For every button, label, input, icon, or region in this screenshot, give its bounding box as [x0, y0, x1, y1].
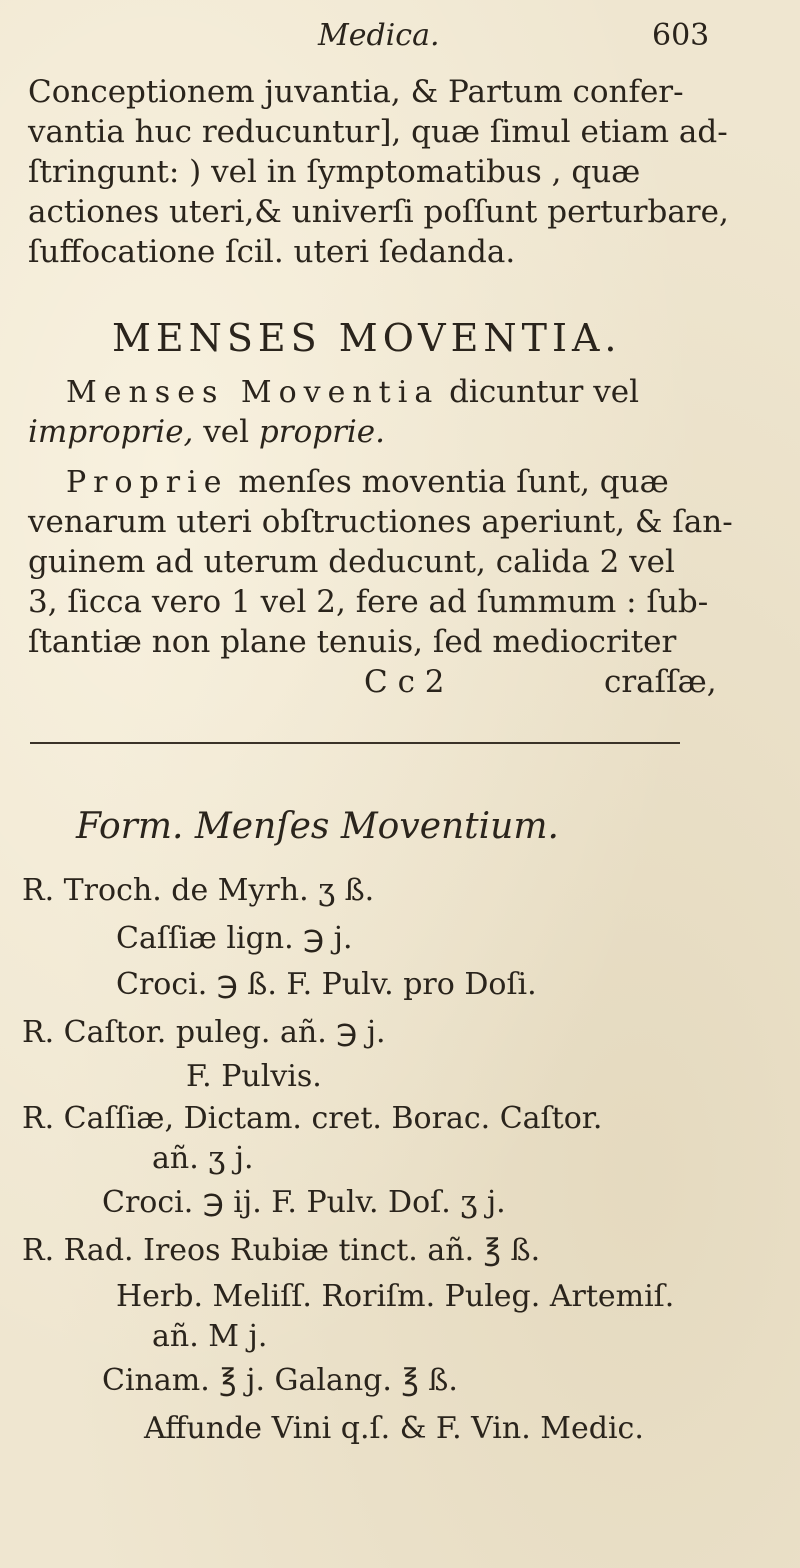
paragraph-1-italic-a: improprie,	[28, 414, 194, 450]
running-title: Medica.	[318, 18, 440, 53]
paragraph-1-mid: vel	[193, 414, 259, 450]
form-title: Form. Menſes Moventium.	[76, 806, 559, 847]
recipe-line-3: Croci. ℈ ß. F. Pulv. pro Doſi.	[116, 967, 537, 1002]
recipe-line-12: Cinam. ℥ j. Galang. ℥ ß.	[102, 1363, 458, 1398]
paragraph-2-line-4: 3, ſicca vero 1 vel 2, fere ad ſummum : ſub-	[28, 584, 709, 620]
paragraph-2-line-2: venarum uteri obſtructiones aperiunt, & ſan-	[28, 504, 733, 540]
paragraph-2-line-3: guinem ad uterum deducunt, calida 2 vel	[28, 544, 675, 580]
recipe-line-7: añ. ʒ j.	[152, 1141, 254, 1176]
recipe-line-11: añ. M j.	[152, 1319, 268, 1354]
paragraph-2-line-1	[66, 462, 669, 503]
recipe-line-1: R. Troch. de Myrh. ʒ ß.	[22, 873, 375, 908]
page-number: 603	[652, 18, 710, 53]
paragraph-1-italic-b: proprie.	[258, 414, 386, 450]
recipe-line-2: Caſſiæ lign. ℈ j.	[116, 921, 353, 956]
text-line-3: ſtringunt: ) vel in ſymptomatibus , quæ	[28, 154, 641, 190]
running-head	[0, 18, 800, 58]
text-line-2: vantia huc reducuntur], quæ ſimul etiam ad-	[28, 114, 728, 150]
paragraph-1-line-2	[28, 412, 385, 452]
signature-mark: C c 2	[364, 664, 445, 700]
recipe-line-13: Affunde Vini q.ſ. & F. Vin. Medic.	[144, 1411, 644, 1446]
catchword: craſſæ,	[604, 664, 717, 700]
paragraph-1-rest: dicuntur vel	[439, 374, 639, 410]
paragraph-2-lead: Proprie	[66, 465, 229, 500]
recipe-line-10: Herb. Meliſſ. Roriſm. Puleg. Artemiſ.	[116, 1279, 675, 1314]
recipe-line-8: Croci. ℈ ij. F. Pulv. Doſ. ʒ j.	[102, 1185, 506, 1220]
paragraph-1-line-1	[66, 372, 639, 413]
recipe-line-9: R. Rad. Ireos Rubiæ tinct. añ. ℥ ß.	[22, 1233, 541, 1268]
paragraph-2-line-5: ſtantiæ non plane tenuis, ſed mediocriter	[28, 624, 677, 660]
recipe-line-5: F. Pulvis.	[186, 1059, 322, 1094]
text-line-4: actiones uteri,& univerſi poſſunt perturbare,	[28, 194, 729, 230]
paragraph-1-lead: Menses Moventia	[66, 375, 440, 410]
recipe-line-4: R. Caſtor. puleg. añ. ℈ j.	[22, 1015, 386, 1050]
text-line-1: Conceptionem juvantia, & Partum confer-	[28, 74, 684, 110]
recipe-line-6: R. Caſſiæ, Dictam. cret. Borac. Caſtor.	[22, 1101, 603, 1136]
section-heading: MENSES MOVENTIA.	[112, 316, 622, 360]
text-line-5: ſuffocatione ſcil. uteri ſedanda.	[28, 234, 516, 270]
section-divider	[30, 742, 680, 744]
paragraph-2-rest: menſes moventia ſunt, quæ	[228, 464, 669, 500]
